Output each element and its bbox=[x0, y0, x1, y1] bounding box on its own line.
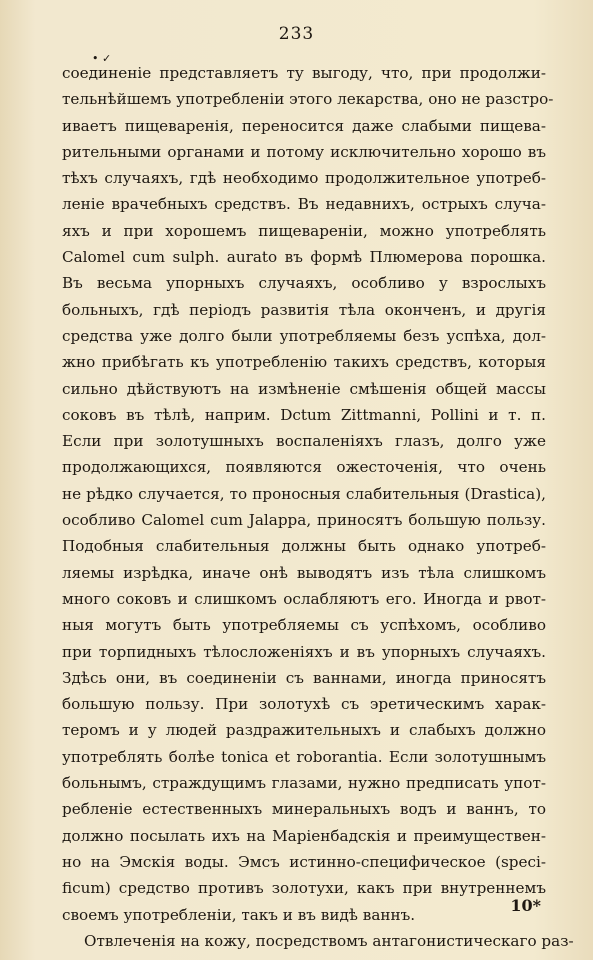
text-line: сильно дѣйствуютъ на измѣненiе смѣшенiя общей массы bbox=[62, 379, 546, 398]
text-line: рительными органами и потому исключительно хорошо въ bbox=[62, 142, 546, 161]
text-line: иваетъ пищеваренiя, переносится даже слабыми пищева- bbox=[62, 116, 546, 135]
text-line: большую пользу. При золотухѣ съ эретическимъ харак- bbox=[62, 695, 546, 714]
text-line: тѣхъ случаяхъ, гдѣ необходимо продолжительное употреб- bbox=[62, 169, 546, 188]
text-line: больныхъ, гдѣ перiодъ развитiя тѣла оконченъ, и другiя bbox=[62, 300, 546, 319]
text-line: ребленiе естественныхъ минеральныхъ водъ и ваннъ, то bbox=[62, 800, 546, 819]
text-line: Въ весьма упорныхъ случаяхъ, особливо у взрослыхъ bbox=[62, 274, 546, 293]
text-line: средства уже долго были употребляемы безъ успѣха, дол- bbox=[62, 326, 546, 345]
text-line: ляемы изрѣдка, иначе онѣ выводятъ изъ тѣла слишкомъ bbox=[62, 563, 546, 582]
page-number: 233 bbox=[278, 24, 315, 44]
text-line: Если при золотушныхъ воспаленiяхъ глазъ, долго уже bbox=[62, 432, 546, 451]
text-line: Подобныя слабительныя должны быть однако употреб- bbox=[62, 537, 546, 556]
text-line: но на Эмскiя воды. Эмсъ истинно-специфическое (speci- bbox=[62, 852, 546, 871]
text-line: не рѣдко случается, то проносныя слабительныя (Drastica), bbox=[62, 484, 546, 503]
text-line: своемъ употребленiи, такъ и въ видѣ ваннъ. bbox=[62, 905, 416, 924]
text-line: соковъ въ тѣлѣ, наприм. Dctum Zittmanni, Pollini и т. п. bbox=[62, 405, 546, 424]
text-line: ленiе врачебныхъ средствъ. Въ недавнихъ, острыхъ случа- bbox=[62, 195, 546, 214]
text-line: жно прибѣгать къ употребленiю такихъ средствъ, которыя bbox=[62, 353, 546, 372]
body-text bbox=[62, 60, 574, 954]
signature-mark: 10* bbox=[510, 896, 541, 915]
text-line: употреблять болѣе tonica et roborantia. Если золотушнымъ bbox=[62, 747, 546, 766]
text-line: Здѣсь они, въ соединенiи съ ваннами, иногда приносятъ bbox=[62, 668, 546, 687]
text-line: ныя могутъ быть употребляемы съ успѣхомъ, особливо bbox=[62, 616, 546, 635]
text-line: особливо Calomel cum Jalappa, приносятъ большую пользу. bbox=[62, 511, 546, 530]
margin-mark: • ✓ bbox=[92, 52, 112, 65]
text-line: соединенiе представляетъ ту выгоду, что, при продолжи- bbox=[62, 64, 546, 82]
text-line: при торпидныхъ тѣлосложенiяхъ и въ упорныхъ случаяхъ. bbox=[62, 642, 546, 661]
text-line: ficum) средство противъ золотухи, какъ при внутреннемъ bbox=[62, 879, 546, 898]
text-line: больнымъ, страждущимъ глазами, нужно предписать упот- bbox=[62, 774, 546, 793]
text-line: должно посылать ихъ на Марiенбадскiя и преимуществен- bbox=[62, 826, 546, 845]
text-line: Calomel cum sulph. aurato въ формѣ Плюмерова порошка. bbox=[62, 248, 546, 267]
text-line: продолжающихся, появляются ожесточенiя, что очень bbox=[62, 458, 546, 477]
text-line: тельнѣйшемъ употребленiи этого лекарства, оно не разстро- bbox=[62, 90, 554, 109]
paragraph-start-line: Отвлеченiя на кожу, посредствомъ антагонистическаго раз- bbox=[84, 931, 574, 950]
text-line: много соковъ и слишкомъ ослабляютъ его. Иногда и рвот- bbox=[62, 589, 546, 608]
text-line: яхъ и при хорошемъ пищеваренiи, можно употреблять bbox=[62, 221, 546, 240]
text-line: теромъ и у людей раздражительныхъ и слабыхъ должно bbox=[62, 721, 546, 740]
